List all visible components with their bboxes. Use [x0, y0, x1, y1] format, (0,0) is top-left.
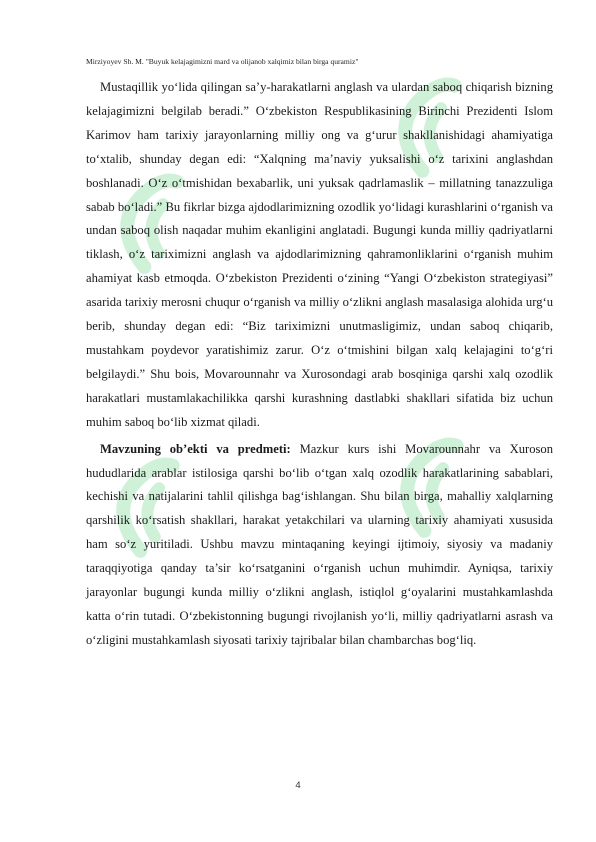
document-body	[86, 76, 553, 653]
running-header: Mirziyoyev Sh. M. "Buyuk kelajagimizni mard va olijanob xalqimiz bilan birga quramiz"	[86, 57, 359, 66]
paragraph-text: Mazkur kurs ishi Movarounnahr va Xuroson hududlarida arablar istilosiga qarshi bo‘lib o‘tgan xalq ozodlik harakatlarining sabablari, kechishi va natijalarini tahlil qilishga bag‘ishlangan. Shu bilan birga, mahalliy xalqlarning qarshilik ko‘rsatish shakllari, harakat yetakchilari va ularning tarixiy ahamiyati xususida ham so‘z yuritiladi. Ushbu mavzu mintaqaning keyingi ijtimoiy, siyosiy va madaniy taraqqiyotiga qanday ta’sir ko‘rsatganini o‘rganish uchun muhimdir. Ayniqsa, tarixiy jarayonlar bugungi kunda milliy o‘zlikni anglash, istiqlol g‘oyalarini mustahkamlashda katta o‘rin tutadi. O‘zbekistonning bugungi rivojlanish yo‘li, milliy qadriyatlarni asrash va o‘zligini mustahkamlash siyosati tarixiy tajribalar bilan chambarchas bog‘liq.	[86, 441, 553, 647]
paragraph-lead: Mavzuning ob’ekti va predmeti:	[100, 441, 291, 456]
paragraph-text: Mustaqillik yo‘lida qilingan sa’y-harakatlarni anglash va ulardan saboq chiqarish bizning kelajagimizni belgilab beradi.” O‘zbekiston Respublikasining Birinchi Prezidenti Islom Karimov ham tarixiy jarayonlarning milliy ong va g‘urur shakllanishidagi ahamiyatiga to‘xtalib, shunday degan edi: “Xalqning ma’naviy yuksalishi o‘z tarixini anglashdan boshlanadi. O‘z o‘tmishidan bexabarlik, uni yuksak qadrlamaslik – millatning tanazzuliga sabab bo‘ladi.” Bu fikrlar bizga ajdodlarimizning ozodlik yo‘lidagi kurashlarini o‘rganish va undan saboq olish naqadar muhim ekanligini anglatadi. Bugungi kunda milliy qadriyatlarni tiklash, o‘z tariximizni anglash va ajdodlarimizning qahramonliklarini o‘rganish muhim ahamiyat kasb etmoqda. O‘zbekiston Prezidenti o‘zining “Yangi O‘zbekiston strategiyasi” asarida tarixiy merosni chuqur o‘rganish va milliy o‘zlikni anglash masalasiga alohida urg‘u berib, shunday degan edi: “Biz tariximizni unutmasligimiz, undan saboq chiqarib, mustahkam poydevor yaratishimiz zarur. O‘z o‘tmishini bilgan xalq kelajagini to‘g‘ri belgilaydi.” Shu bois, Movarounnahr va Xurosondagi arab bosqiniga qarshi xalq ozodlik harakatlari mustamlakachilikka qarshi kurashning dastlabki shakllari sifatida biz uchun muhim saboq bo‘lib xizmat qiladi.	[86, 80, 553, 429]
paragraph-intro	[86, 76, 553, 435]
page-number: 4	[295, 780, 301, 791]
paragraph-object-subject	[86, 438, 553, 653]
